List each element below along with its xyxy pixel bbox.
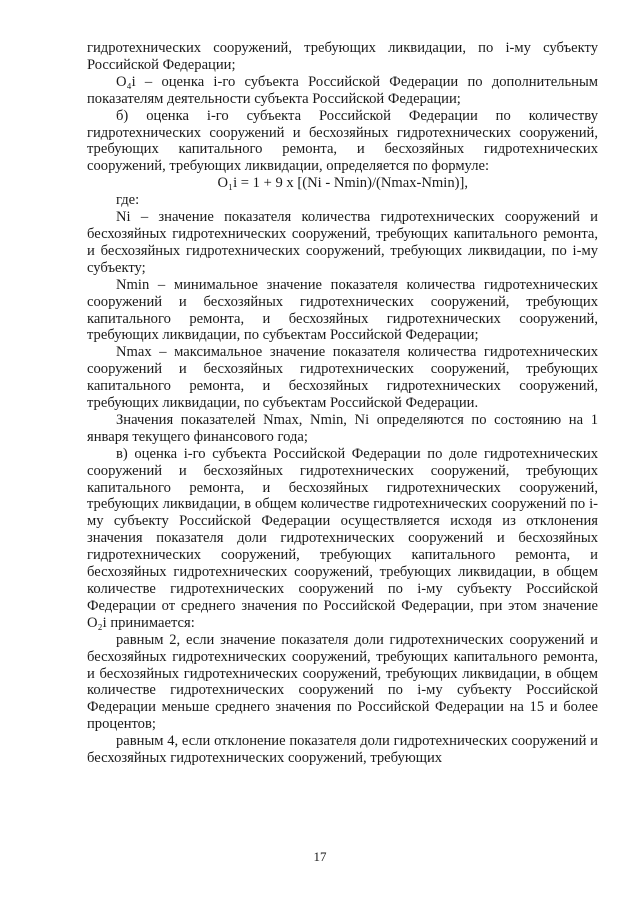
paragraph-continuation: гидротехнических сооружений, требующих ликвидации, по i-му субъекту Российской Федерации; xyxy=(87,40,598,73)
paragraph-item-b: б) оценка i-го субъекта Российской Федерации по количеству гидротехнических сооружений и бесхозяйных гидротехнических сооружений, требующих капитального ремонта, и бесхозяйных гидротехнических сооружений, требующих ликвидации, определяется по формуле: xyxy=(87,107,598,175)
paragraph-ni-definition: Ni – значение показателя количества гидротехнических сооружений и бесхозяйных гидротехнических сооружений, требующих капитального ремонта, и бесхозяйных гидротехнических сооружений, требующих ликвидации, по i-му субъекту; xyxy=(87,209,598,276)
paragraph-nmax-definition: Nmax – максимальное значение показателя количества гидротехнических сооружений и бесхозяйных гидротехнических сооружений, требующих капитального ремонта, и бесхозяйных гидротехнических сооружений, требующих ликвидации, по субъектам Российской Федерации. xyxy=(87,344,598,412)
formula-o1: O₁i = 1 + 9 x [(Ni - Nmin)/(Nmax-Nmin)], xyxy=(217,175,468,192)
paragraph-item-v: в) оценка i-го субъекта Российской Федерации по доле гидротехнических сооружений и бесхозяйных гидротехнических сооружений, требующих капитального ремонта, и бесхозяйных гидротехнических сооружений, требующих ликвидации, в общем количестве гидротехнических сооружений по i-му субъекту Российской Федерации осуществляется исходя из отклонения значения показателя доли гидротехнических сооружений и бесхозяйных гидротехнических сооружений, требующих капитального ремонта, и бесхозяйных гидротехнических сооружений, требующих ликвидации, в общем количестве гидротехнических сооружений по i-му субъекту Российской Федерации от среднего значения по Российской Федерации, при этом значение O₂i принимается: xyxy=(87,445,598,631)
paragraph-o4-definition: O₄i – оценка i-го субъекта Российской Федерации по дополнительным показателям деятельности субъекта Российской Федерации; xyxy=(87,73,598,107)
page-body xyxy=(87,40,598,767)
paragraph-where: где: xyxy=(116,192,140,209)
paragraph-equal-4: равным 4, если отклонение показателя доли гидротехнических сооружений и бесхозяйных гидротехнических сооружений, требующих xyxy=(87,733,598,767)
paragraph-nmin-definition: Nmin – минимальное значение показателя количества гидротехнических сооружений и бесхозяйных гидротехнических сооружений, требующих капитального ремонта, и бесхозяйных гидротехнических сооружений, требующих ликвидации, по субъектам Российской Федерации; xyxy=(87,276,598,344)
page-number: 17 xyxy=(313,849,327,864)
paragraph-values-date: Значения показателей Nmax, Nmin, Ni определяются по состоянию на 1 января текущего финансового года; xyxy=(87,411,598,445)
paragraph-equal-2: равным 2, если значение показателя доли гидротехнических сооружений и бесхозяйных гидротехнических сооружений, требующих капитального ремонта, и бесхозяйных гидротехнических сооружений, требующих ликвидации, в общем количестве гидротехнических сооружений по i-му субъекту Российской Федерации меньше среднего значения по Российской Федерации на 15 и более процентов; xyxy=(87,631,598,733)
